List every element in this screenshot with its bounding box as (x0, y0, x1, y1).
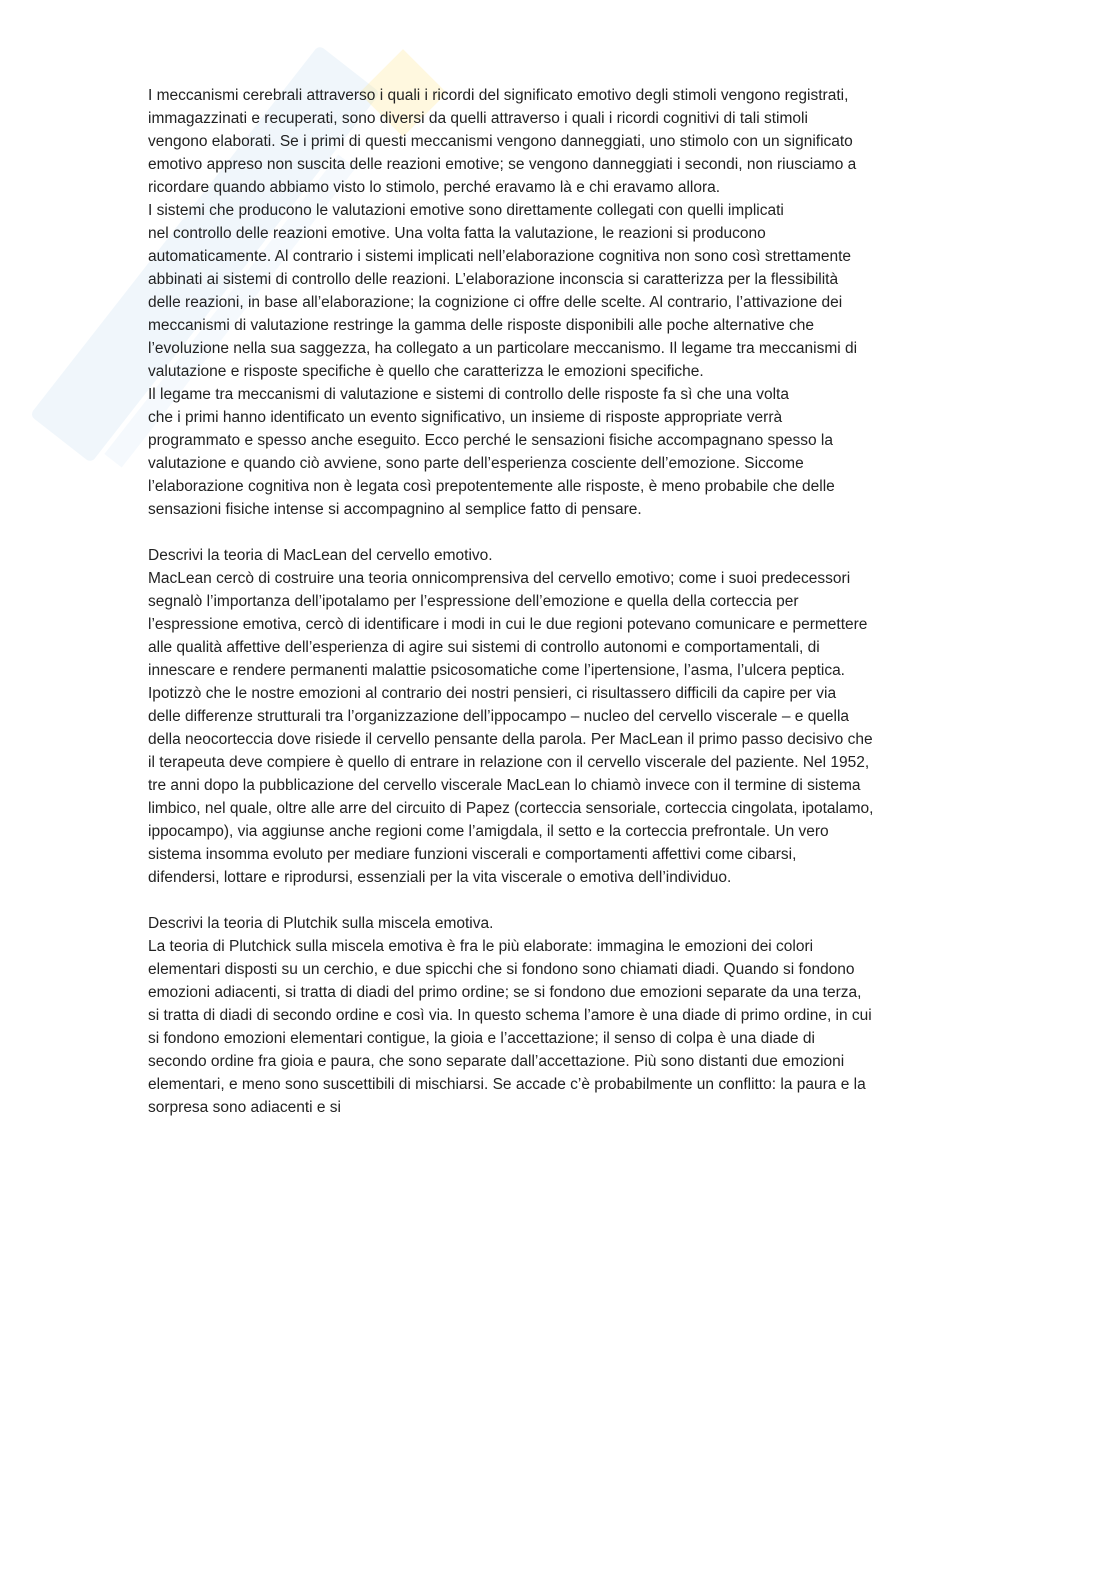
text-line: emotivo appreso non suscita delle reazioni emotive; se vengono danneggiati i secondi, non riusciamo a (148, 156, 857, 173)
text-line: valutazione e risposte specifiche è quello che caratterizza le emozioni specifiche. (148, 363, 704, 380)
text-line: limbico, nel quale, oltre alle arre del circuito di Papez (corteccia sensoriale, corteccia cingolata, ipotalamo, (148, 800, 874, 817)
text-line: vengono elaborati. Se i primi di questi meccanismi vengono danneggiati, uno stimolo con un significato (148, 133, 853, 150)
text-line: il terapeuta deve compiere è quello di entrare in relazione con il cervello viscerale del paziente. Nel 1952, (148, 754, 870, 771)
text-line: si tratta di diadi di secondo ordine e così via. In questo schema l’amore è una diade di primo ordine, in cui (148, 1007, 872, 1024)
text-line: si fondono emozioni elementari contigue, la gioia e l’accettazione; il senso di colpa è una diade di (148, 1030, 815, 1047)
text-line: I meccanismi cerebrali attraverso i quali i ricordi del significato emotivo degli stimoli vengono registrati, (148, 87, 849, 104)
text-line: alle qualità affettive dell’esperienza di agire sui sistemi di controllo autonomi e comportamentali, di (148, 639, 820, 656)
section-maclean (148, 544, 988, 889)
text-line: La teoria di Plutchick sulla miscela emotiva è fra le più elaborate: immagina le emozioni dei colori (148, 938, 814, 955)
text-line: innescare e rendere permanenti malattie psicosomatiche come l’ipertensione, l’asma, l’ulcera peptica. (148, 662, 845, 679)
text-line: difendersi, lottare e riprodursi, essenziali per la vita viscerale o emotiva dell’individuo. (148, 869, 732, 886)
text-line: elementari disposti su un cerchio, e due spicchi che si fondono sono chiamati diadi. Quando si fondono (148, 961, 855, 978)
text-line: segnalò l’importanza dell’ipotalamo per l’espressione dell’emozione e quella della corteccia per (148, 593, 799, 610)
paragraph-intro-1 (148, 84, 988, 199)
text-line: elementari, e meno sono suscettibili di mischiarsi. Se accade c’è probabilmente un conflitto: la paura e la (148, 1076, 866, 1093)
text-line: I sistemi che producono le valutazioni emotive sono direttamente collegati con quelli implicati (148, 202, 784, 219)
text-line: meccanismi di valutazione restringe la gamma delle risposte disponibili alle poche alternative che (148, 317, 814, 334)
text-line: l’evoluzione nella sua saggezza, ha collegato a un particolare meccanismo. Il legame tra meccanismi di (148, 340, 858, 357)
question-heading: Descrivi la teoria di Plutchik sulla miscela emotiva. (148, 915, 494, 932)
text-line: che i primi hanno identificato un evento significativo, un insieme di risposte appropriate verrà (148, 409, 783, 426)
blank-line (148, 889, 988, 912)
document-body (148, 84, 988, 1119)
question-heading: Descrivi la teoria di MacLean del cervello emotivo. (148, 547, 493, 564)
text-line: l’espressione emotiva, cercò di identificare i modi in cui le due regioni potevano comunicare e permettere (148, 616, 868, 633)
text-line: MacLean cercò di costruire una teoria onnicomprensiva del cervello emotivo; come i suoi predecessori (148, 570, 851, 587)
text-line: Ipotizzò che le nostre emozioni al contrario dei nostri pensieri, ci risultassero difficili da capire per via (148, 685, 837, 702)
text-line: delle reazioni, in base all’elaborazione; la cognizione ci offre delle scelte. Al contrario, l’attivazione dei (148, 294, 843, 311)
text-line: valutazione e quando ciò avviene, sono parte dell’esperienza cosciente dell’emozione. Siccome (148, 455, 804, 472)
text-line: abbinati ai sistemi di controllo delle reazioni. L’elaborazione inconscia si caratterizza per la flessibilità (148, 271, 839, 288)
text-line: emozioni adiacenti, si tratta di diadi del primo ordine; se si fondono due emozioni separate da una terza, (148, 984, 862, 1001)
text-line: ippocampo), via aggiunse anche regioni come l’amigdala, il setto e la corteccia prefrontale. Un vero (148, 823, 829, 840)
text-line: automaticamente. Al contrario i sistemi implicati nell’elaborazione cognitiva non sono così strettamente (148, 248, 852, 265)
paragraph-intro-2 (148, 199, 988, 383)
text-line: Il legame tra meccanismi di valutazione e sistemi di controllo delle risposte fa sì che una volta (148, 386, 789, 403)
text-line: tre anni dopo la pubblicazione del cervello viscerale MacLean lo chiamò invece con il termine di sistema (148, 777, 861, 794)
text-line: sorpresa sono adiacenti e si (148, 1099, 342, 1116)
text-line: immagazzinati e recuperati, sono diversi da quelli attraverso i quali i ricordi cognitivi di tali stimoli (148, 110, 808, 127)
text-line: programmato e spesso anche eseguito. Ecco perché le sensazioni fisiche accompagnano spesso la (148, 432, 833, 449)
text-line: sensazioni fisiche intense si accompagnino al semplice fatto di pensare. (148, 501, 642, 518)
text-line: l’elaborazione cognitiva non è legata così prepotentemente alle risposte, è meno probabile che delle (148, 478, 835, 495)
text-line: della neocorteccia dove risiede il cervello pensante della parola. Per MacLean il primo passo decisivo che (148, 731, 873, 748)
text-line: ricordare quando abbiamo visto lo stimolo, perché eravamo là e chi eravamo allora. (148, 179, 721, 196)
text-line: sistema insomma evoluto per mediare funzioni viscerali e comportamenti affettivi come cibarsi, (148, 846, 797, 863)
text-line: secondo ordine fra gioia e paura, che sono separate dall’accettazione. Più sono distanti due emozioni (148, 1053, 845, 1070)
section-plutchik (148, 912, 988, 1119)
text-line: nel controllo delle reazioni emotive. Una volta fatta la valutazione, le reazioni si producono (148, 225, 766, 242)
paragraph-intro-3 (148, 383, 988, 521)
blank-line (148, 521, 988, 544)
text-line: delle differenze strutturali tra l’organizzazione dell’ippocampo – nucleo del cervello viscerale – e quella (148, 708, 850, 725)
